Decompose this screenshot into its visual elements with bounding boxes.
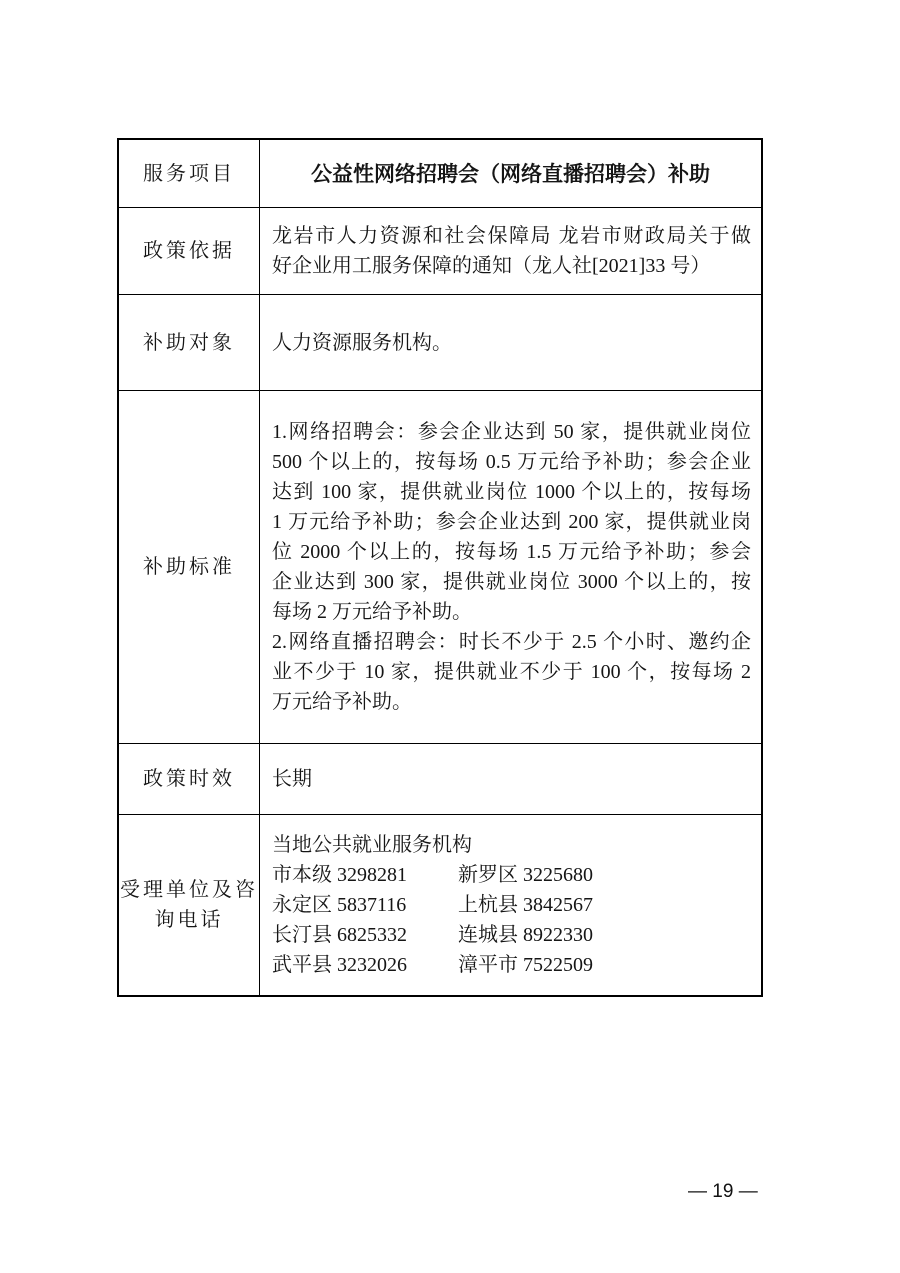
subsidy-standard-line: 1.网络招聘会：参会企业达到 50 家，提供就业岗位 — [272, 421, 751, 443]
subsidy-standard-line: 位 2000 个以上的，按每场 1.5 万元给予补助；参会 — [272, 541, 751, 563]
subsidy-standard-line: 500 个以上的，按每场 0.5 万元给予补助；参会企业 — [272, 451, 751, 473]
row-label-reception-contact: 受理单位及咨询电话 — [119, 815, 260, 995]
phone-row — [272, 890, 751, 920]
reception-contact-text — [260, 815, 761, 995]
phone-row — [272, 860, 751, 890]
service-item-title: 公益性网络招聘会（网络直播招聘会）补助 — [311, 161, 710, 186]
table-row-policy-basis — [119, 208, 761, 295]
row-label-subsidy-standard: 补助标准 — [119, 391, 260, 743]
subsidy-standard-line: 万元给予补助。 — [272, 691, 412, 713]
policy-basis-line: 好企业用工服务保障的通知（龙人社[2021]33 号） — [272, 255, 711, 277]
subsidy-standard-line: 每场 2 万元给予补助。 — [272, 601, 472, 623]
phone-entry: 长汀县 6825332 — [272, 924, 407, 946]
phone-entry: 连城县 8922330 — [458, 924, 593, 946]
table-row-subsidy-standard — [119, 391, 761, 744]
phone-entry: 市本级 3298281 — [272, 864, 407, 886]
page-number: — 19 — — [688, 1181, 758, 1202]
subsidy-standard-text — [260, 391, 761, 743]
subsidy-standard-line: 企业达到 300 家，提供就业岗位 3000 个以上的，按 — [272, 571, 751, 593]
row-label-policy-basis: 政策依据 — [119, 208, 260, 294]
table-row-subsidy-target — [119, 295, 761, 391]
subsidy-target-text — [260, 295, 761, 390]
phone-entry: 永定区 5837116 — [272, 894, 407, 916]
policy-validity-text — [260, 744, 761, 814]
policy-basis-line: 龙岩市人力资源和社会保障局 龙岩市财政局关于做 — [272, 225, 751, 247]
subsidy-standard-line: 2.网络直播招聘会：时长不少于 2.5 个小时、邀约企 — [272, 631, 751, 653]
phone-entry: 漳平市 7522509 — [458, 954, 593, 976]
table-row-service-item — [119, 140, 761, 208]
phone-entry: 武平县 3232026 — [272, 954, 407, 976]
phone-entry: 上杭县 3842567 — [458, 894, 593, 916]
phone-row — [272, 950, 751, 980]
subsidy-standard-line: 业不少于 10 家，提供就业不少于 100 个，按每场 2 — [272, 661, 751, 683]
row-label-subsidy-target: 补助对象 — [119, 295, 260, 390]
policy-validity-line: 长期 — [272, 768, 312, 790]
policy-basis-text — [260, 208, 761, 294]
phone-row — [272, 920, 751, 950]
subsidy-standard-line: 达到 100 家，提供就业岗位 1000 个以上的，按每场 — [272, 481, 751, 503]
policy-table — [117, 138, 763, 997]
table-row-reception-contact — [119, 815, 761, 995]
row-label-service-item: 服务项目 — [119, 140, 260, 207]
phone-entry: 新罗区 3225680 — [458, 864, 593, 886]
table-row-policy-validity — [119, 744, 761, 815]
subsidy-standard-line: 1 万元给予补助；参会企业达到 200 家，提供就业岗 — [272, 511, 751, 533]
reception-org-line: 当地公共就业服务机构 — [272, 834, 472, 856]
subsidy-target-line: 人力资源服务机构。 — [272, 331, 452, 354]
row-label-policy-validity: 政策时效 — [119, 744, 260, 814]
